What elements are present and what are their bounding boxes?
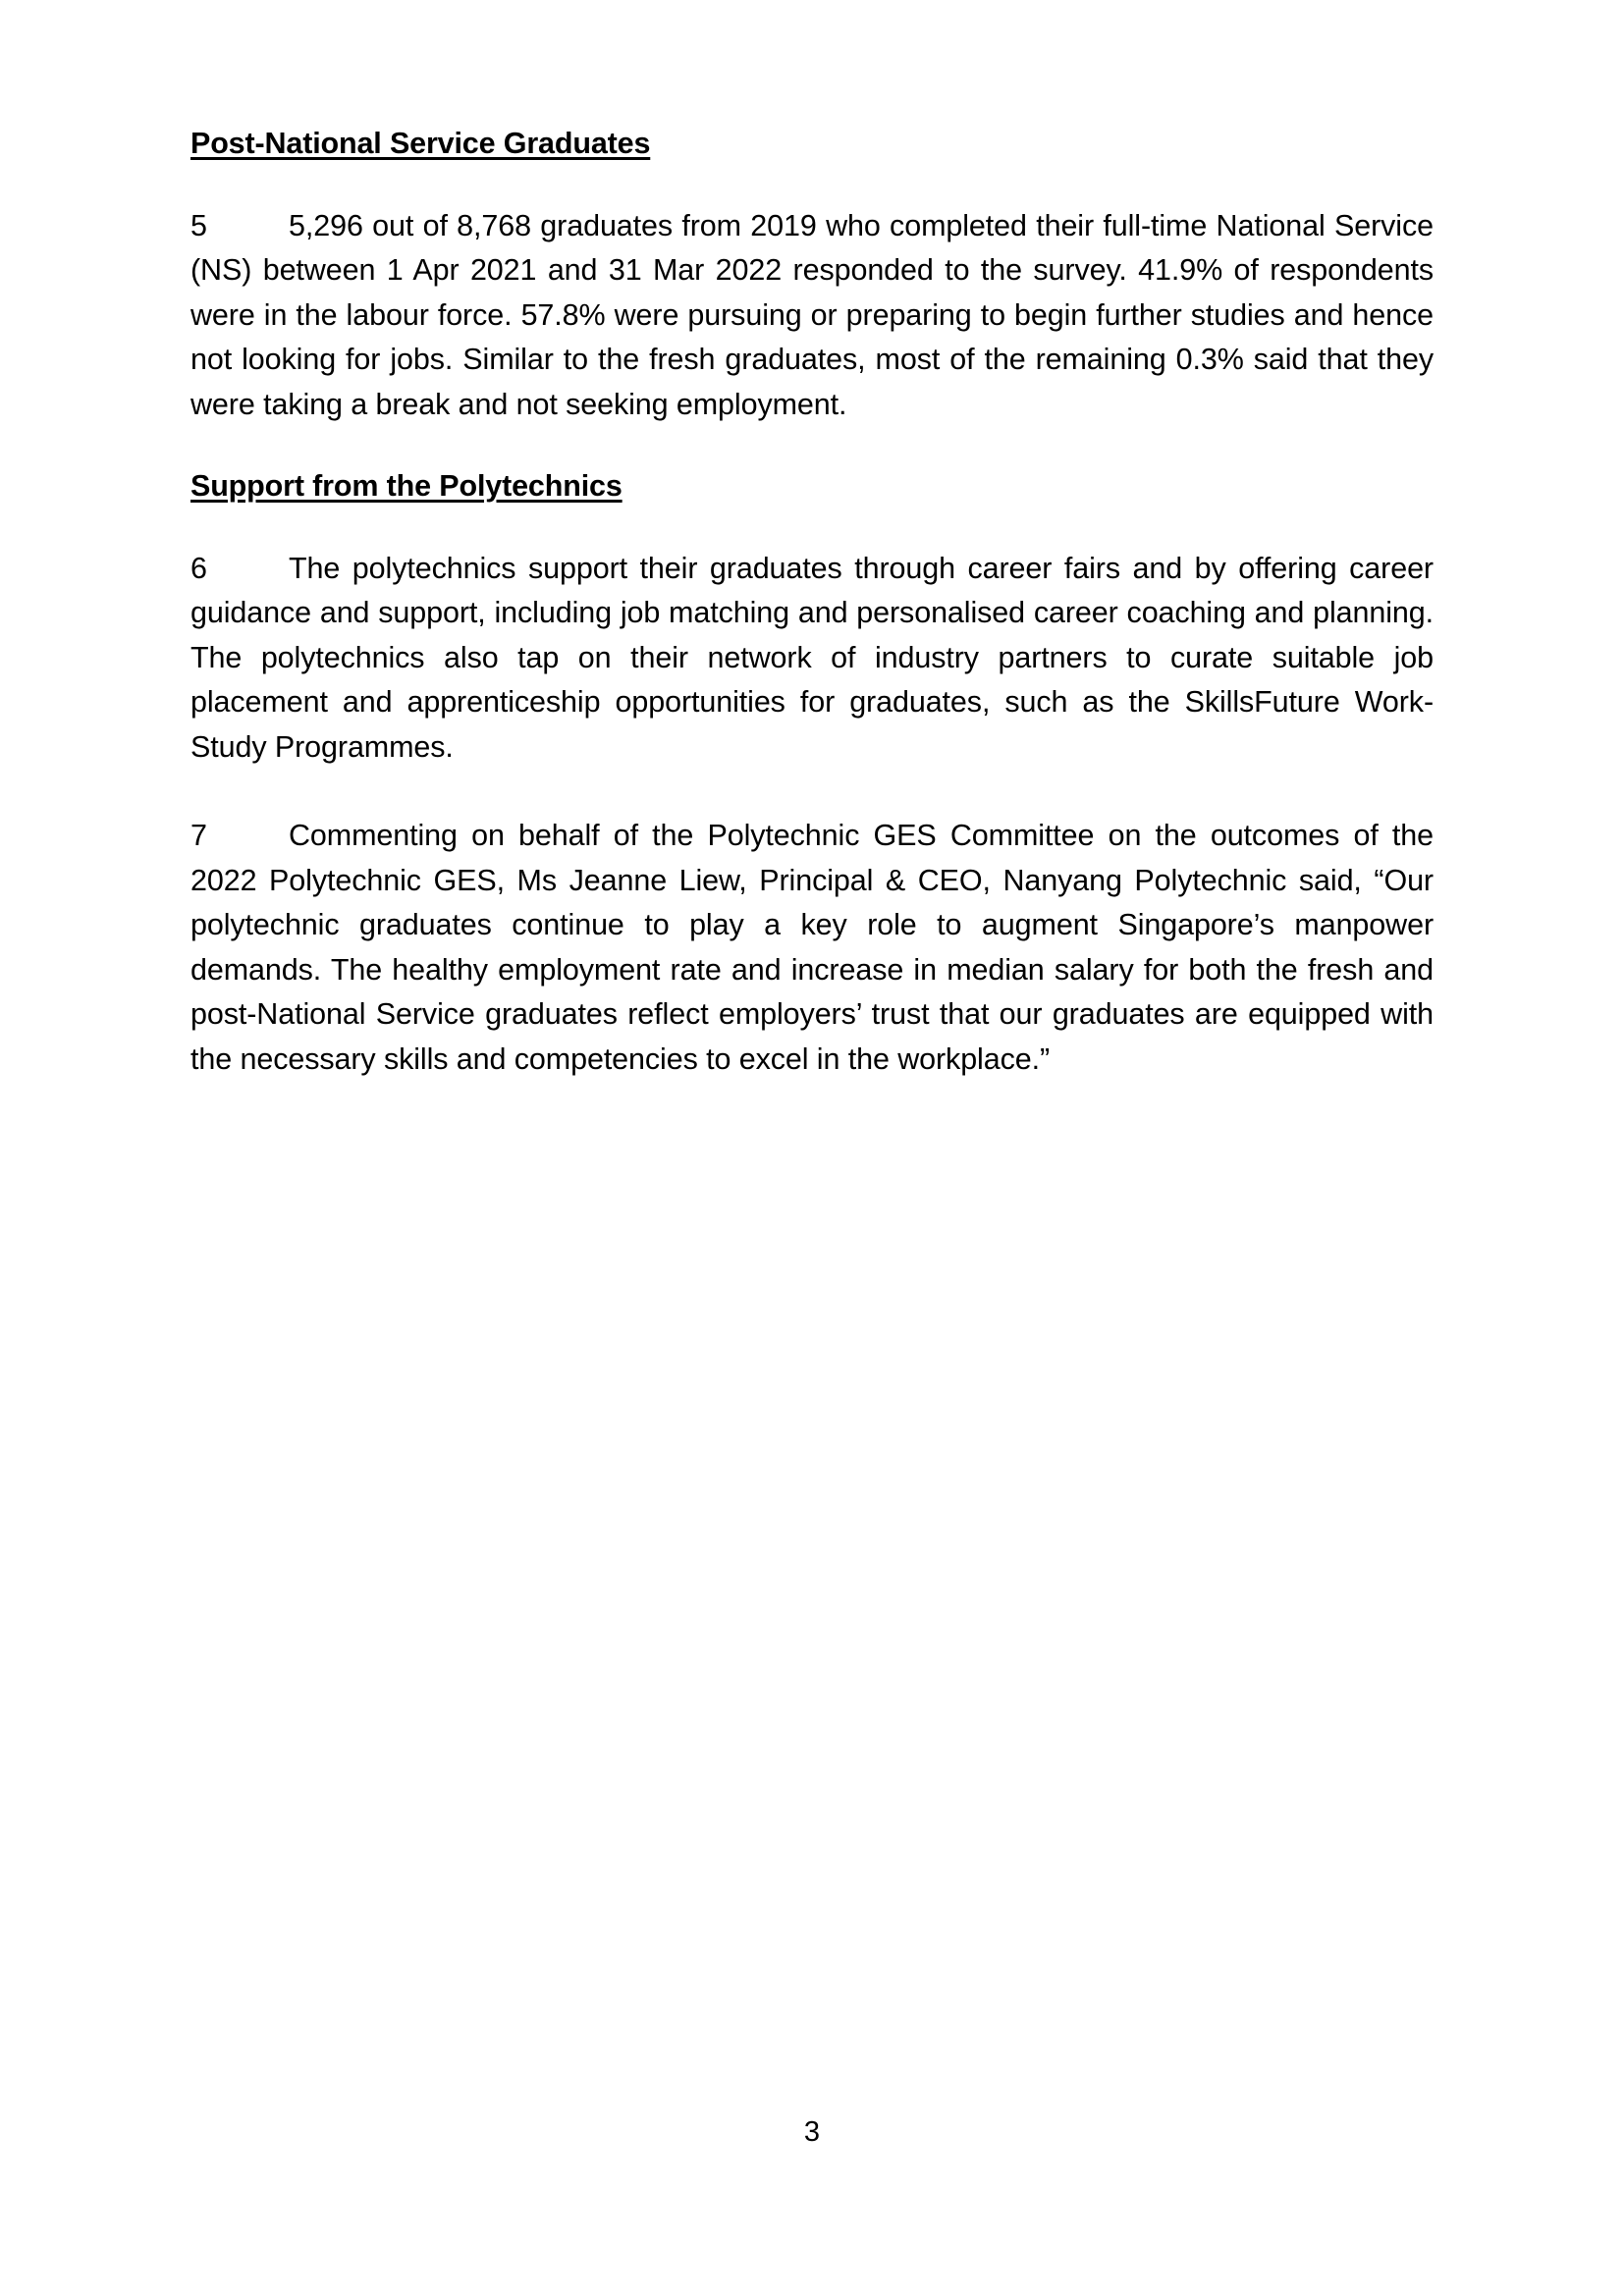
document-body — [190, 129, 1434, 1082]
paragraph-number-6: 6 — [190, 551, 207, 585]
paragraph-text-5: 5,296 out of 8,768 graduates from 2019 who completed their full-time National Service (NS) between 1 Apr 2021 and 31 Mar 2022 responded to the survey. 41.9% of respondents were in the labour force. 57.8% were pursuing or preparing to begin further studies and hence not looking for jobs. Similar to the fresh graduates, most of the remaining 0.3% said that they were taking a break and not seeking employment. — [190, 208, 1434, 421]
paragraph-7 — [190, 814, 1434, 1082]
paragraph-text-6: The polytechnics support their graduates through career fairs and by offering career guidance and support, including job matching and personalised career coaching and planning. The polytechnics also tap on their network of industry partners to curate suitable job placement and apprenticeship opportunities for graduates, such as the SkillsFuture Work-Study Programmes. — [190, 551, 1434, 764]
spacer — [190, 427, 1434, 471]
paragraph-number-5: 5 — [190, 208, 207, 242]
paragraph-6 — [190, 547, 1434, 771]
spacer — [190, 159, 1434, 204]
paragraph-5 — [190, 204, 1434, 428]
spacer — [190, 770, 1434, 814]
section-heading-support-from-the-polytechnics: Support from the Polytechnics — [190, 469, 623, 503]
spacer — [190, 502, 1434, 547]
paragraph-number-7: 7 — [190, 819, 207, 852]
paragraph-text-7: Commenting on behalf of the Polytechnic GES Committee on the outcomes of the 2022 Polytechnic GES, Ms Jeanne Liew, Principal & CEO, Nanyang Polytechnic said, “Our polytechnic graduates continue to play a key role to augment Singapore’s manpower demands. The healthy employment rate and increase in median salary for both the fresh and post-National Service graduates reflect employers’ trust that our graduates are equipped with the necessary skills and competencies to excel in the workplace.” — [190, 819, 1434, 1076]
page-number: 3 — [803, 2116, 821, 2148]
section-heading-post-national-service-graduates: Post-National Service Graduates — [190, 127, 651, 160]
